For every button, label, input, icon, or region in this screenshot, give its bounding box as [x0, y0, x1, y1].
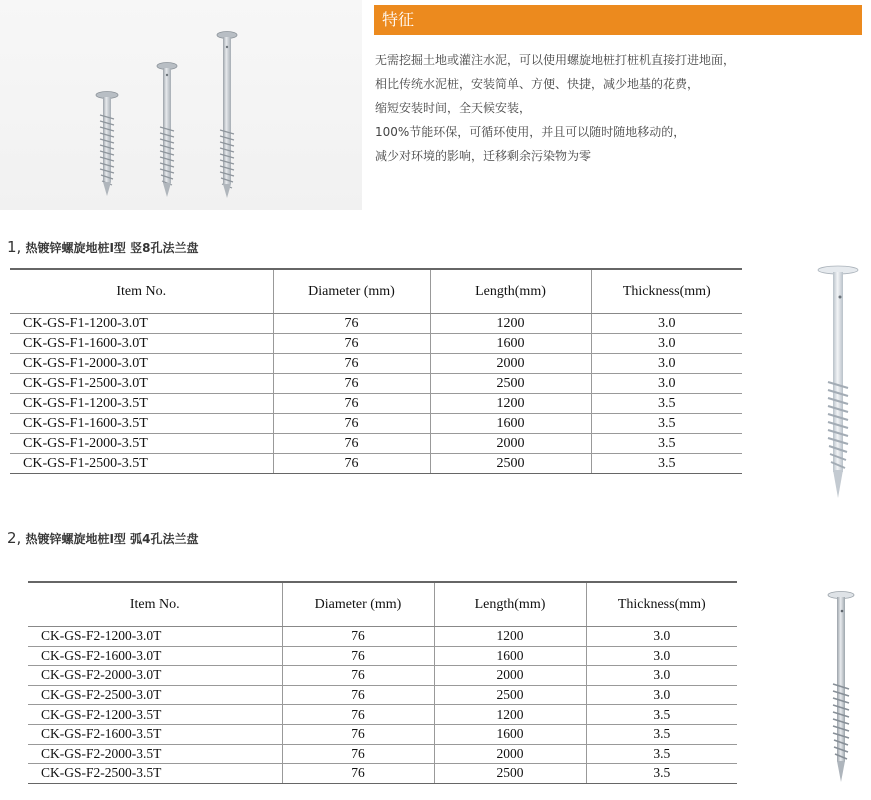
feature-line: 100%节能环保，可循环使用，并且可以随时随地移动的，	[375, 125, 686, 139]
table-row	[28, 685, 737, 705]
spec-table-f1	[10, 268, 742, 474]
length: 1200	[430, 394, 591, 414]
thickness: 3.5	[586, 724, 737, 744]
diameter: 76	[273, 434, 430, 454]
length: 1600	[430, 414, 591, 434]
ground-screws-illustration	[0, 0, 362, 210]
product-photo	[0, 0, 362, 210]
item-no: CK-GS-F2-1200-3.5T	[28, 705, 282, 725]
feature-line: 相比传统水泥桩，安装简单、方便、快捷，减少地基的花费，	[375, 77, 700, 91]
section-number: 2,	[7, 529, 22, 547]
table-header-row	[10, 269, 742, 314]
feature-title: 特征	[382, 10, 415, 29]
table-row	[28, 646, 737, 666]
diameter: 76	[282, 764, 434, 784]
table-row	[10, 394, 742, 414]
diameter: 76	[273, 314, 430, 334]
length: 1200	[434, 627, 586, 647]
item-no: CK-GS-F2-2500-3.0T	[28, 685, 282, 705]
thickness: 3.0	[586, 666, 737, 686]
column-header: Diameter (mm)	[282, 582, 434, 627]
feature-line: 缩短安装时间，全天候安装，	[375, 101, 532, 115]
length: 2000	[430, 354, 591, 374]
section-1-title	[7, 238, 198, 256]
thickness: 3.0	[586, 646, 737, 666]
f1-screw-illustration	[812, 262, 864, 502]
length: 1600	[430, 334, 591, 354]
table-row	[10, 454, 742, 474]
column-header: Thickness(mm)	[591, 269, 742, 314]
thickness: 3.5	[591, 454, 742, 474]
diameter: 76	[273, 374, 430, 394]
table-row	[28, 666, 737, 686]
diameter: 76	[282, 627, 434, 647]
length: 2500	[434, 685, 586, 705]
table-row	[28, 764, 737, 784]
length: 2500	[430, 454, 591, 474]
length: 2000	[434, 744, 586, 764]
diameter: 76	[273, 334, 430, 354]
column-header: Thickness(mm)	[586, 582, 737, 627]
item-no: CK-GS-F2-2500-3.5T	[28, 764, 282, 784]
length: 1600	[434, 724, 586, 744]
thickness: 3.0	[586, 627, 737, 647]
length: 2500	[430, 374, 591, 394]
table-row	[10, 314, 742, 334]
column-header: Item No.	[10, 269, 273, 314]
table-row	[10, 434, 742, 454]
diameter: 76	[282, 666, 434, 686]
thickness: 3.5	[591, 394, 742, 414]
item-no: CK-GS-F1-2500-3.5T	[10, 454, 273, 474]
item-no: CK-GS-F1-1600-3.5T	[10, 414, 273, 434]
table-row	[28, 627, 737, 647]
length: 1200	[430, 314, 591, 334]
diameter: 76	[273, 454, 430, 474]
diameter: 76	[282, 646, 434, 666]
item-no: CK-GS-F1-2000-3.5T	[10, 434, 273, 454]
diameter: 76	[282, 744, 434, 764]
item-no: CK-GS-F1-1200-3.5T	[10, 394, 273, 414]
thickness: 3.0	[591, 354, 742, 374]
diameter: 76	[273, 394, 430, 414]
thickness: 3.0	[591, 334, 742, 354]
thickness: 3.5	[591, 434, 742, 454]
spec-table-f2	[28, 581, 737, 784]
column-header: Diameter (mm)	[273, 269, 430, 314]
feature-line: 减少对环境的影响，迁移剩余污染物为零	[375, 149, 592, 163]
column-header: Length(mm)	[430, 269, 591, 314]
item-no: CK-GS-F2-2000-3.5T	[28, 744, 282, 764]
f1-screw-photo	[812, 262, 864, 502]
table-header-row	[28, 582, 737, 627]
diameter: 76	[273, 354, 430, 374]
thickness: 3.5	[586, 764, 737, 784]
length: 2000	[430, 434, 591, 454]
medium-ground-screw	[157, 63, 177, 198]
item-no: CK-GS-F1-2500-3.0T	[10, 374, 273, 394]
diameter: 76	[282, 705, 434, 725]
thickness: 3.0	[591, 374, 742, 394]
item-no: CK-GS-F2-1600-3.0T	[28, 646, 282, 666]
section-2-title	[7, 529, 198, 547]
item-no: CK-GS-F2-1200-3.0T	[28, 627, 282, 647]
table-row	[28, 724, 737, 744]
feature-header	[374, 5, 862, 35]
table-row	[28, 705, 737, 725]
long-ground-screw	[217, 32, 237, 199]
item-no: CK-GS-F1-1200-3.0T	[10, 314, 273, 334]
section-heading: 热镀锌螺旋地桩I型 弧4孔法兰盘	[25, 532, 199, 546]
table-row	[10, 354, 742, 374]
f2-screw-illustration	[822, 586, 862, 786]
short-ground-screw	[96, 92, 118, 197]
feature-line: 无需挖掘土地或灌注水泥，可以使用螺旋地桩打桩机直接打进地面，	[375, 53, 736, 67]
column-header: Item No.	[28, 582, 282, 627]
table-row	[10, 374, 742, 394]
diameter: 76	[282, 724, 434, 744]
thickness: 3.5	[591, 414, 742, 434]
diameter: 76	[282, 685, 434, 705]
item-no: CK-GS-F1-1600-3.0T	[10, 334, 273, 354]
item-no: CK-GS-F2-2000-3.0T	[28, 666, 282, 686]
item-no: CK-GS-F2-1600-3.5T	[28, 724, 282, 744]
length: 1200	[434, 705, 586, 725]
thickness: 3.0	[591, 314, 742, 334]
thickness: 3.5	[586, 705, 737, 725]
column-header: Length(mm)	[434, 582, 586, 627]
feature-description	[375, 48, 865, 168]
thickness: 3.5	[586, 744, 737, 764]
f2-screw-photo	[822, 586, 862, 786]
length: 1600	[434, 646, 586, 666]
thickness: 3.0	[586, 685, 737, 705]
length: 2500	[434, 764, 586, 784]
table-row	[10, 414, 742, 434]
table-row	[10, 334, 742, 354]
section-number: 1,	[7, 238, 22, 256]
table-row	[28, 744, 737, 764]
diameter: 76	[273, 414, 430, 434]
section-heading: 热镀锌螺旋地桩I型 竖8孔法兰盘	[25, 241, 199, 255]
item-no: CK-GS-F1-2000-3.0T	[10, 354, 273, 374]
length: 2000	[434, 666, 586, 686]
